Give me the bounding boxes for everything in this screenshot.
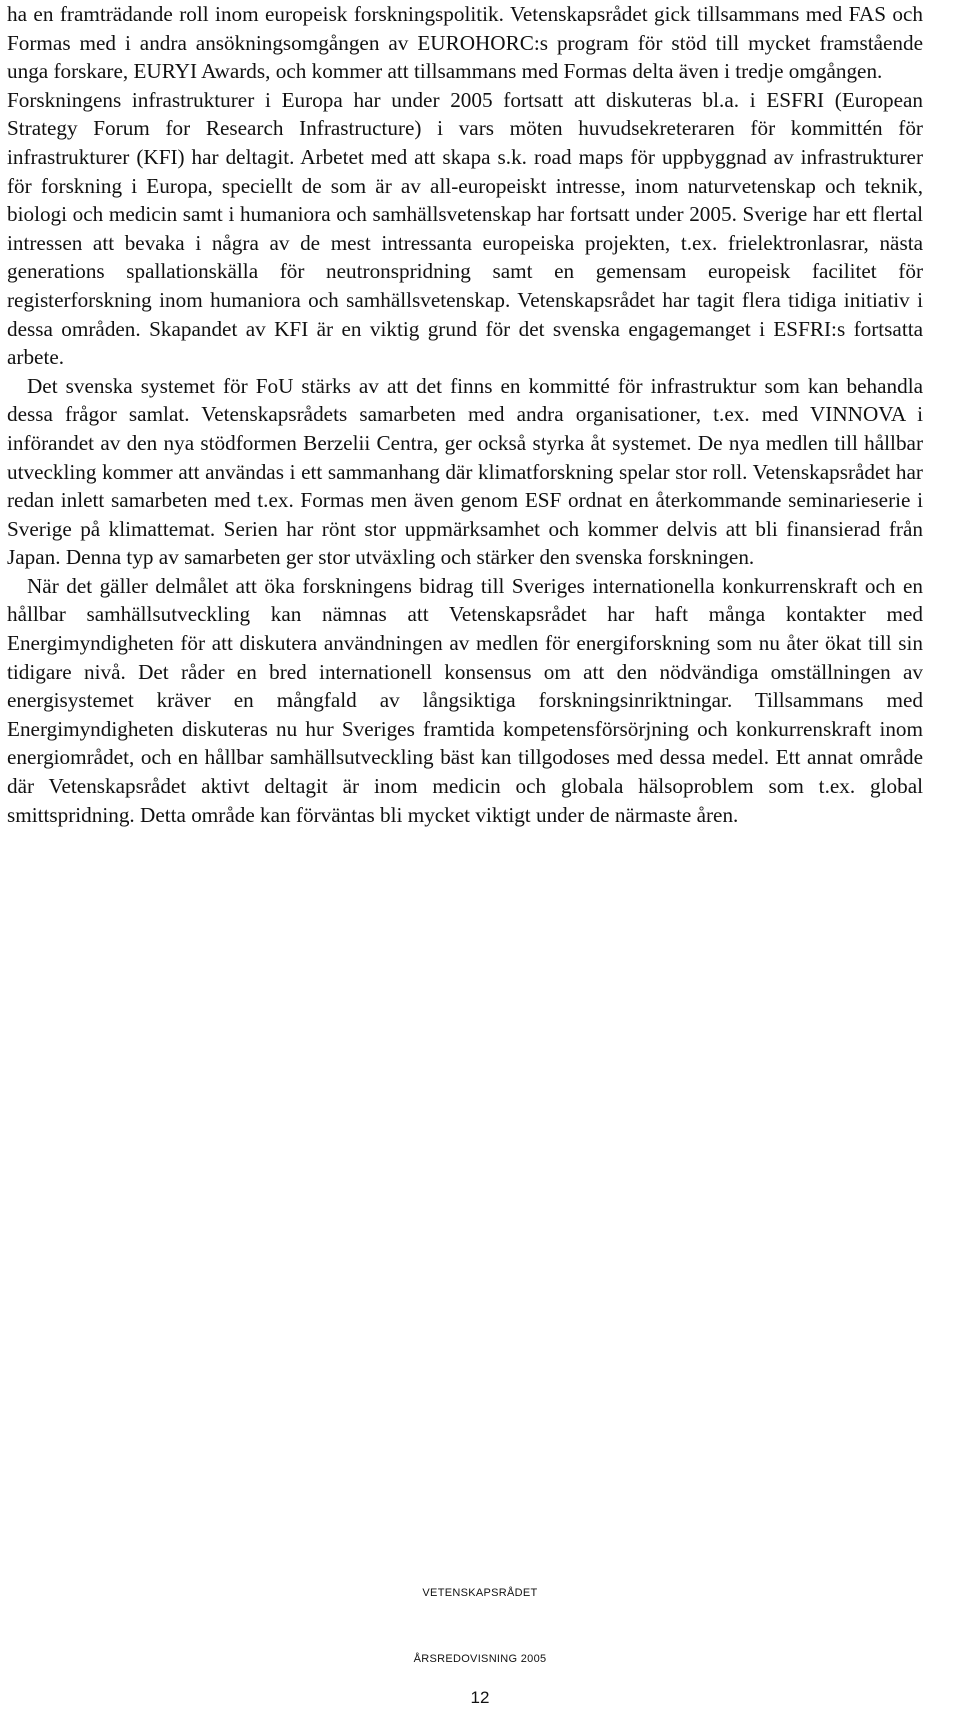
- footer-report-title: ÅRSREDOVISNING 2005: [413, 1653, 547, 1665]
- paragraph-competitiveness-energy: När det gäller delmålet att öka forskningens bidrag till Sveriges internationella konkurrenskraft och en hållbar samhällsutveckling kan nämnas att Vetenskapsrådet har haft många kontakter med Energimyndigheten för att diskutera användningen av medlen för energiforskning som nu åter ökat till sin tidigare nivå. Det råder en bred internationell konsensus om att den nödvändiga omställningen av energisystemet kräver en mångfald av långsiktiga forskningsinriktningar. Tillsammans med Energimyndigheten diskuteras nu hur Sveriges framtida kompetensförsörjning och konkurrenskraft inom energiområdet, och en hållbar samhällsutveckling bäst kan tillgodoses med dessa medel. Ett annat område där Vetenskapsrådet aktivt deltagit är inom medicin och globala hälsoproblem som t.ex. global smittspridning. Detta område kan förväntas bli mycket viktigt under de närmaste åren.: [7, 573, 923, 827]
- paragraph-infrastructure-esfri: Forskningens infrastrukturer i Europa har under 2005 fortsatt att diskuteras bl.a. i ESFRI (European Strategy Forum for Research Infrastructure) i vars möten huvudsekreteraren för kommittén för infrastrukturer (KFI) har deltagit. Arbetet med att skapa s.k. road maps för uppbyggnad av infrastrukturer för forskning i Europa, speciellt de som är av all-europeiskt intresse, inom naturvetenskap och teknik, biologi och medicin samt i humaniora och samhällsvetenskap har fortsatt under 2005. Sverige har ett flertal intressen att bevaka i några av de mest intressanta europeiska projekten, t.ex. frielektronlasrar, nästa generations spallationskälla för neutronspridning samt en gemensam europeisk facilitet för registerforskning inom humaniora och samhällsvetenskap. Vetenskapsrådet har tagit flera tidiga initiativ i dessa områden. Skapandet av KFI är en viktig grund för det svenska engagemanget i ESFRI:s fortsatta arbete.: [7, 87, 923, 370]
- page-number: 12: [470, 1688, 490, 1707]
- document-body: [7, 0, 923, 829]
- paragraph-swedish-rd-system: Det svenska systemet för FoU stärks av att det finns en kommitté för infrastruktur som kan behandla dessa frågor samlat. Vetenskapsrådets samarbeten med andra organisationer, t.ex. med VINNOVA i införandet av den nya stödformen Berzelii Centra, ger också styrka åt systemet. De nya medlen till hållbar utveckling kommer att användas i ett sammanhang där klimatforskning spelar stor roll. Vetenskapsrådet har redan inlett samarbeten med t.ex. Formas men även genom ESF ordnat en återkommande seminarieserie i Sverige på klimattemat. Serien har rönt stor uppmärksamhet och kommer delvis att bli finansierad från Japan. Denna typ av samarbeten ger stor utväxling och stärker den svenska forskningen.: [7, 373, 923, 570]
- footer-organization: VETENSKAPSRÅDET: [422, 1587, 538, 1599]
- paragraph-continued-eu-policy: ha en framträdande roll inom europeisk forskningspolitik. Vetenskapsrådet gick tillsammans med FAS och Formas med i andra ansökningsomgången av EUROHORC:s program för stöd till mycket framstående unga forskare, EURYI Awards, och kommer att tillsammans med Formas delta även i tredje omgången.: [7, 2, 923, 84]
